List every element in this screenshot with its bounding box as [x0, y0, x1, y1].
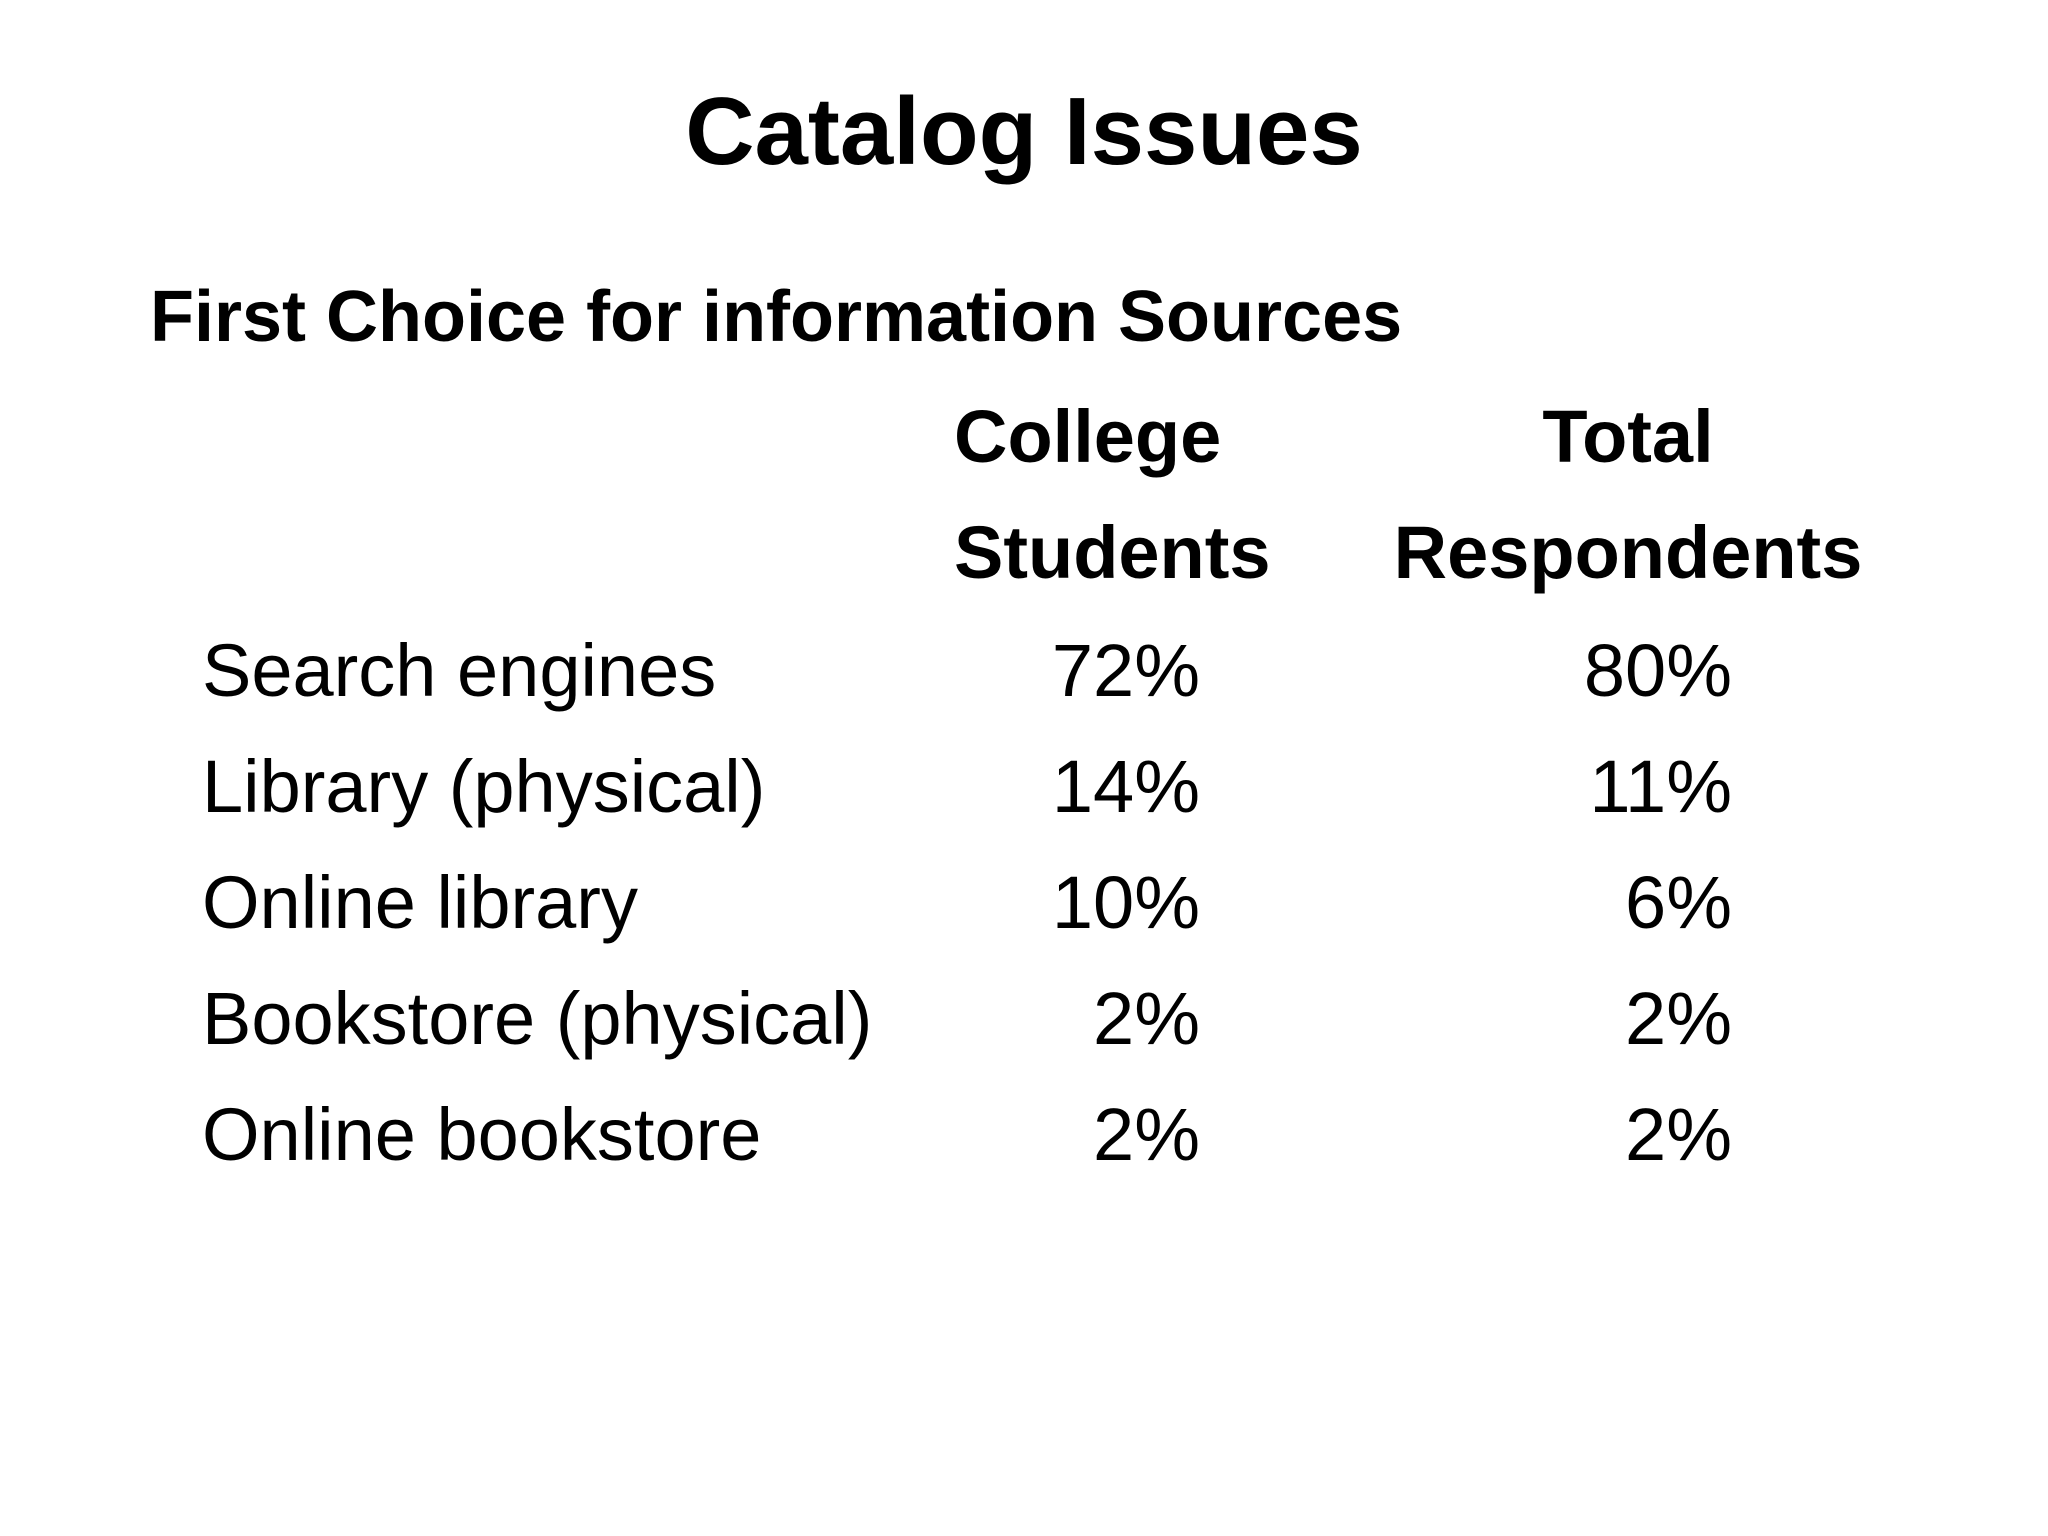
- total-respondents-value: 11%: [1589, 745, 1732, 828]
- column-header-college-line2: Students: [954, 511, 1271, 594]
- slide-title: Catalog Issues: [685, 78, 1363, 185]
- college-students-value: 2%: [1093, 1093, 1200, 1176]
- total-respondents-value: 2%: [1625, 977, 1732, 1060]
- total-respondents-value: 6%: [1625, 861, 1732, 944]
- row-label: Online bookstore: [202, 1093, 762, 1176]
- college-students-value: 10%: [1051, 861, 1200, 944]
- total-respondents-value: 2%: [1625, 1093, 1732, 1176]
- total-respondents-value: 80%: [1583, 629, 1732, 712]
- college-students-value: 14%: [1051, 745, 1200, 828]
- table-caption: First Choice for information Sources: [150, 277, 1403, 357]
- row-label: Library (physical): [202, 745, 766, 828]
- row-label: Search engines: [202, 629, 717, 712]
- college-students-value: 72%: [1051, 629, 1200, 712]
- row-label: Online library: [202, 861, 638, 944]
- column-header-total-line2: Respondents: [1393, 511, 1863, 594]
- column-header-college-line1: College: [954, 395, 1222, 478]
- row-label: Bookstore (physical): [202, 977, 873, 1060]
- college-students-value: 2%: [1093, 977, 1200, 1060]
- column-header-total-line1: Total: [1542, 395, 1714, 478]
